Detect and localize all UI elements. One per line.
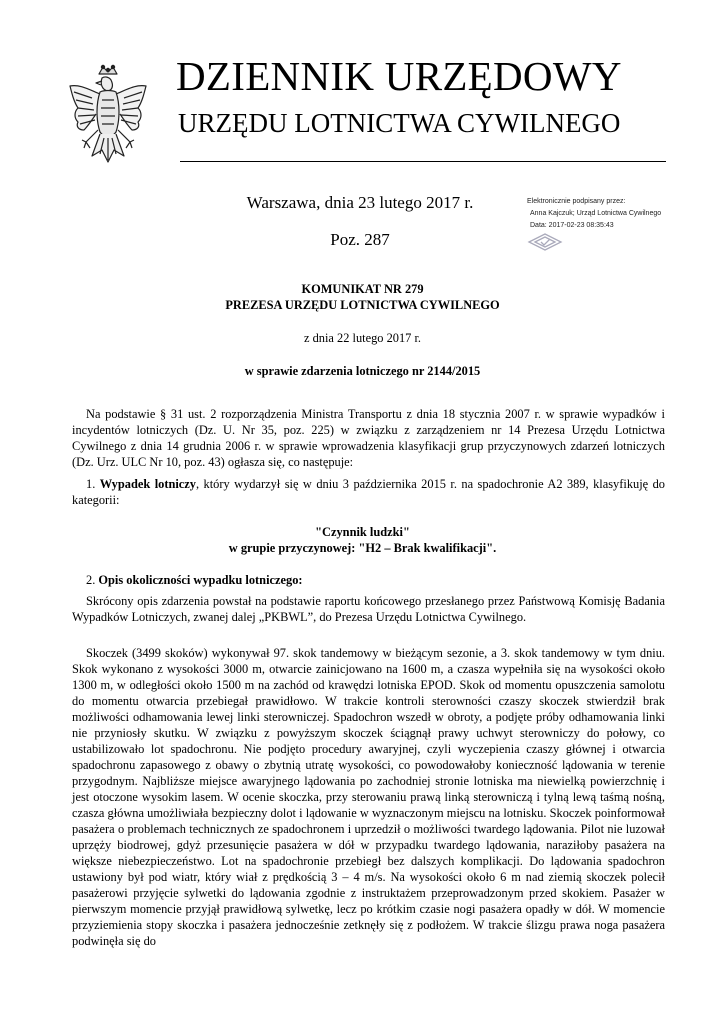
paragraph-2-text: Skoczek (3499 skoków) wykonywał 97. skok tandemowy w bieżącym sezonie, a 3. skok tandemowy w tym dniu. Skok wykonano z wysokości 3000 m, otwarcie zainicjowano na 1600 m, a czasza wypełniła się na wysokości około 1300 m, w odległości około 1500 m na zachód od krawędzi lotniska EPOD. Skok od momentu opuszczenia samolotu do momentu otwarcia przebiegał prawidłowo. W trakcie kontroli sterowności czaszy skoczek stwierdził brak możliwości odhamowania lewej linki sterowniczej. Spadochron wszedł w obroty, a podjęte próby odhamowania linki nie przyniosły skutku. W związku z powyższym skoczek ściągnął prawy uchwyt sterowniczy do połowy, co ustabilizowało lot spadochronu. Nie podjęto procedury awaryjnej, czyli wyczepienia czaszy głównej i otwarcia spadochronu zapasowego z obawy o zbytnią utratę wysokości, co powodowałoby konieczność lądowania w terenie przygodnym. Najbliższe miejsce awaryjnego lądowania po zachodniej stronie lotniska ma niewielką powierzchnię i jest otoczone wysokim lasem. W ocenie skoczka, przy sterowaniu prawą linką sterowniczą i tylną lewą taśmą nośną, czasza główna umożliwiała bezpieczny dolot i lądowanie w wyznaczonym miejscu na lotnisku. Skoczek poinformował pasażera o problemach technicznych ze spadochronem i uprzedził o możliwości twardego lądowania. Pilot nie luzował uprzęży biodrowej, gdyż przesunięcie pasażera w dół w przypadku twardego lądowania, naraziłoby pasażera na większe niebezpieczeństwo. Lot na spadochronie przebiegł bez dalszych komplikacji. Do lądowania spadochron ustawiony był pod wiatr, który wiał z prędkością 3 – 4 m/s. Na wysokości około 6 m nad ziemią skoczek polecił pasażerowi przyjęcie sylwetki do lądowania zgodnie z instruktażem przeprowadzonym przed skokiem. Pasażer w pierwszym momencie przyjął prawidłową sylwetkę, lecz po krótkim czasie nogi pasażera opadły w dół. W momencie przyziemienia stopy skoczka i pasażera jednocześnie zetknęły się z podłożem. W trakcie ślizgu prawa noga pasażera podwinęła się do (72, 646, 665, 948)
paragraph-summary (72, 593, 665, 625)
header-divider (180, 161, 666, 162)
position-number: Poz. 287 (330, 230, 390, 249)
item-2-label: Opis okoliczności wypadku lotniczego: (98, 573, 303, 587)
signature-line-1: Elektronicznie podpisany przez: (527, 198, 626, 205)
polish-eagle-emblem-icon (62, 64, 154, 174)
item-1-text: , który wydarzył się w dniu 3 października 2015 r. na spadochronie A2 389, klasyfikuję do kategorii: (72, 477, 665, 507)
item-1 (72, 476, 665, 508)
signature-line-3: Data: 2017-02-23 08:35:43 (530, 222, 614, 229)
act-type: KOMUNIKAT NR 279 (301, 282, 424, 296)
act-date: z dnia 22 lutego 2017 r. (303, 331, 421, 345)
item-2-number: 2. (86, 573, 96, 587)
paragraph-description (72, 645, 665, 949)
signature-line-2: Anna Kajczuk; Urząd Lotnictwa Cywilnego (530, 210, 662, 217)
intro-paragraph (72, 406, 665, 470)
signature-check-icon (527, 232, 563, 252)
item-1-number: 1. (86, 477, 96, 491)
paragraph-1-text: Skrócony opis zdarzenia powstał na podstawie raportu końcowego przesłanego przez Państwową Komisję Badania Wypadków Lotniczych, zwanej dalej „PKBWL”, do Prezesa Urzędu Lotnictwa Cywilnego. (72, 594, 665, 624)
journal-subtitle: URZĘDU LOTNICTWA CYWILNEGO (178, 108, 621, 138)
act-subject: w sprawie zdarzenia lotniczego nr 2144/2015 (244, 364, 481, 378)
item-1-label: Wypadek lotniczy (99, 477, 196, 491)
classification-line-2: w grupie przyczynowej: "H2 – Brak kwalifikacji". (228, 541, 497, 555)
item-2 (72, 572, 665, 588)
act-issuer: PREZESA URZĘDU LOTNICTWA CYWILNEGO (225, 298, 500, 312)
intro-text: Na podstawie § 31 ust. 2 rozporządzenia Ministra Transportu z dnia 18 stycznia 2007 r. w sprawie wypadków i incydentów lotniczych (Dz. U. Nr 35, poz. 225) w związku z zarządzeniem nr 14 Prezesa Urzędu Lotnictwa Cywilnego z dnia 14 grudnia 2006 r. w sprawie wprowadzenia klasyfikacji grup przyczynowych zdarzeń lotniczych (Dz. Urz. ULC Nr 10, poz. 43) ogłasza się, co następuje: (72, 407, 665, 469)
journal-title: DZIENNIK URZĘDOWY (176, 53, 622, 99)
classification-line-1: "Czynnik ludzki" (315, 525, 410, 539)
dateline: Warszawa, dnia 23 lutego 2017 r. (246, 193, 474, 212)
electronic-signature-block (527, 196, 661, 232)
